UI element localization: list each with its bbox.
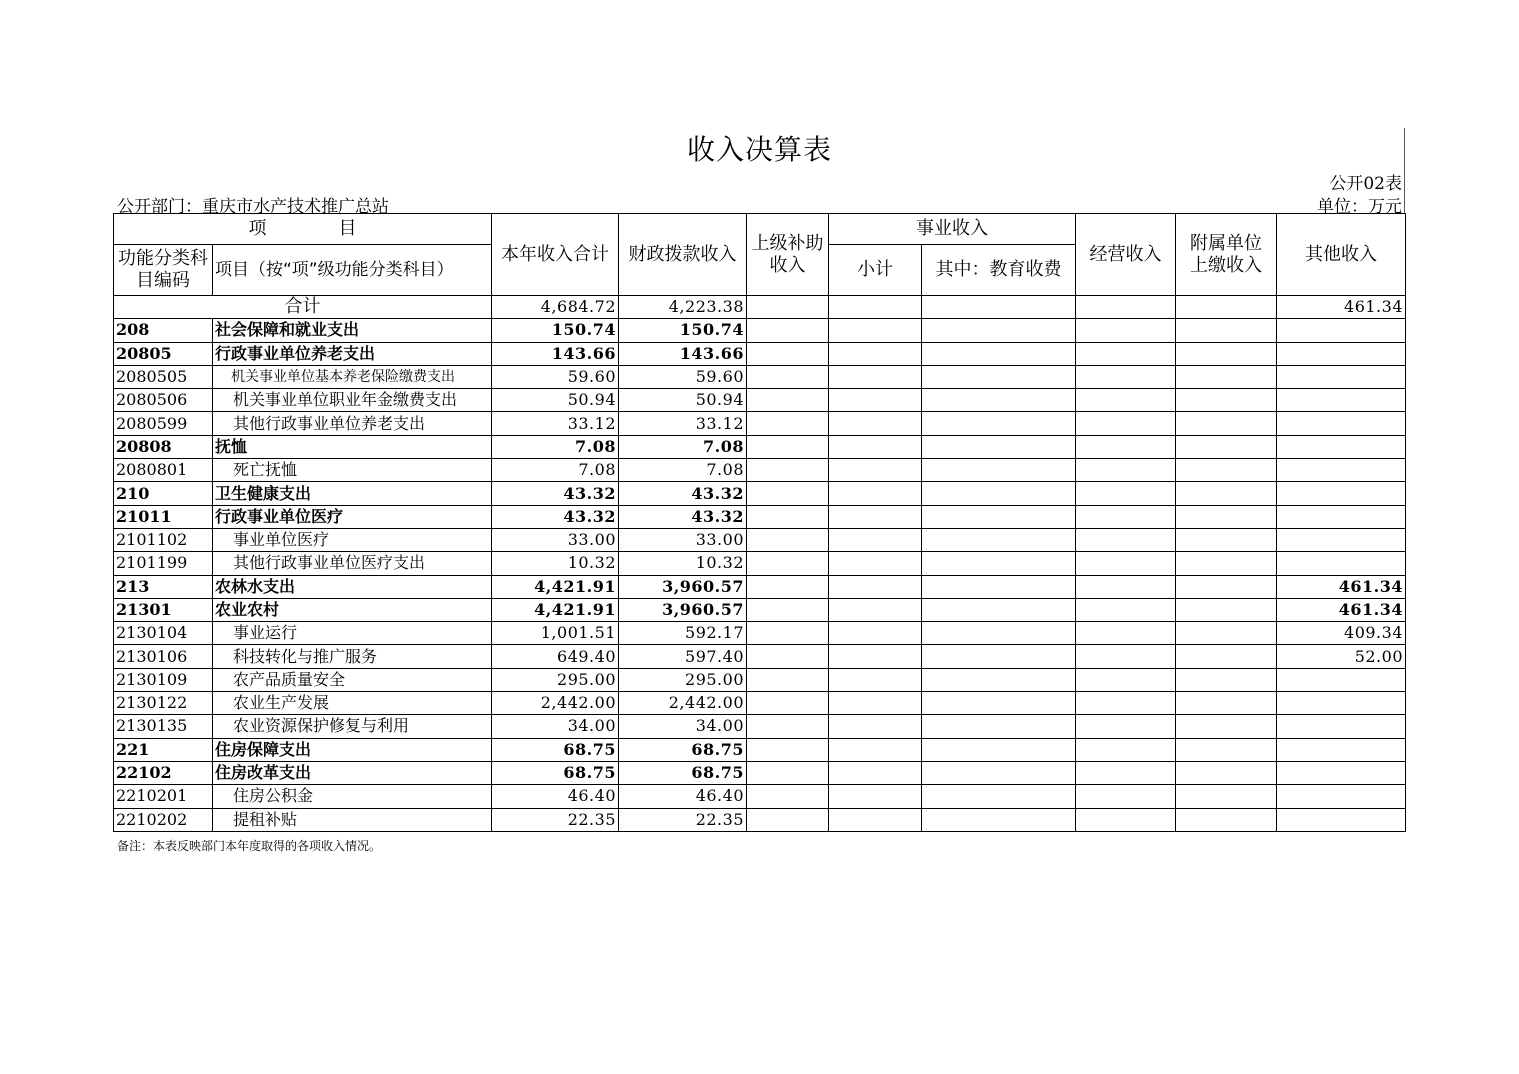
row-operating [1076, 552, 1176, 575]
table-row [114, 668, 1406, 691]
row-business-subtotal [829, 365, 922, 388]
row-code: 21301 [114, 598, 213, 621]
row-name: 死亡抚恤 [213, 459, 492, 482]
row-other [1277, 738, 1406, 761]
row-business-subtotal [829, 645, 922, 668]
row-other [1277, 505, 1406, 528]
row-operating [1076, 785, 1176, 808]
row-superior [747, 552, 829, 575]
total-label: 合计 [114, 296, 492, 319]
row-name: 住房公积金 [213, 785, 492, 808]
row-total-income: 4,421.91 [492, 575, 619, 598]
row-operating [1076, 692, 1176, 715]
row-education [922, 622, 1076, 645]
row-name: 农业资源保护修复与利用 [213, 715, 492, 738]
row-business-subtotal [829, 598, 922, 621]
row-affiliated [1176, 575, 1277, 598]
row-other [1277, 808, 1406, 831]
header-other: 其他收入 [1277, 214, 1406, 296]
row-superior [747, 459, 829, 482]
row-affiliated [1176, 459, 1277, 482]
row-total-income: 4,421.91 [492, 598, 619, 621]
row-education [922, 738, 1076, 761]
row-business-subtotal [829, 738, 922, 761]
row-other [1277, 668, 1406, 691]
row-education [922, 342, 1076, 365]
row-code: 2080801 [114, 459, 213, 482]
row-name: 事业运行 [213, 622, 492, 645]
row-fiscal: 34.00 [619, 715, 747, 738]
row-education [922, 412, 1076, 435]
table-row [114, 482, 1406, 505]
row-total-income: 10.32 [492, 552, 619, 575]
row-total-income: 68.75 [492, 738, 619, 761]
row-operating [1076, 645, 1176, 668]
row-operating [1076, 459, 1176, 482]
row-total-income: 143.66 [492, 342, 619, 365]
table-row [114, 808, 1406, 831]
row-name: 科技转化与推广服务 [213, 645, 492, 668]
header-superior: 上级补助收入 [747, 214, 829, 296]
row-education [922, 552, 1076, 575]
row-name: 农业生产发展 [213, 692, 492, 715]
row-operating [1076, 389, 1176, 412]
header-item-name: 项目（按“项”级功能分类科目） [213, 245, 492, 296]
total-operating-cell [1076, 296, 1176, 319]
row-name: 农产品质量安全 [213, 668, 492, 691]
table-row [114, 435, 1406, 458]
row-business-subtotal [829, 342, 922, 365]
row-affiliated [1176, 319, 1277, 342]
total-fiscal-cell: 4,223.38 [619, 296, 747, 319]
row-fiscal: 597.40 [619, 645, 747, 668]
row-name: 提租补贴 [213, 808, 492, 831]
row-operating [1076, 412, 1176, 435]
row-affiliated [1176, 622, 1277, 645]
table-row [114, 692, 1406, 715]
row-total-income: 33.12 [492, 412, 619, 435]
row-education [922, 389, 1076, 412]
row-superior [747, 505, 829, 528]
row-name: 机关事业单位职业年金缴费支出 [213, 389, 492, 412]
row-operating [1076, 342, 1176, 365]
row-operating [1076, 808, 1176, 831]
row-other [1277, 552, 1406, 575]
row-total-income: 33.00 [492, 528, 619, 551]
table-row [114, 761, 1406, 784]
row-name: 卫生健康支出 [213, 482, 492, 505]
row-code: 2130122 [114, 692, 213, 715]
table-row [114, 412, 1406, 435]
row-total-income: 22.35 [492, 808, 619, 831]
total-subtotal-cell [829, 296, 922, 319]
row-operating [1076, 668, 1176, 691]
row-name: 农业农村 [213, 598, 492, 621]
row-name: 行政事业单位医疗 [213, 505, 492, 528]
row-name: 行政事业单位养老支出 [213, 342, 492, 365]
row-code: 208 [114, 319, 213, 342]
row-education [922, 505, 1076, 528]
row-other: 461.34 [1277, 575, 1406, 598]
row-fiscal: 22.35 [619, 808, 747, 831]
row-other [1277, 342, 1406, 365]
table-row [114, 645, 1406, 668]
row-superior [747, 365, 829, 388]
table-row [114, 552, 1406, 575]
row-fiscal: 50.94 [619, 389, 747, 412]
row-name: 住房保障支出 [213, 738, 492, 761]
row-fiscal: 2,442.00 [619, 692, 747, 715]
row-affiliated [1176, 342, 1277, 365]
table-row [114, 575, 1406, 598]
row-education [922, 645, 1076, 668]
row-fiscal: 10.32 [619, 552, 747, 575]
row-code: 2130106 [114, 645, 213, 668]
total-row [114, 296, 1406, 319]
row-other: 52.00 [1277, 645, 1406, 668]
row-superior [747, 435, 829, 458]
row-affiliated [1176, 692, 1277, 715]
table-row [114, 342, 1406, 365]
table-row [114, 528, 1406, 551]
row-superior [747, 785, 829, 808]
row-operating [1076, 761, 1176, 784]
row-total-income: 46.40 [492, 785, 619, 808]
row-operating [1076, 482, 1176, 505]
row-code: 2210201 [114, 785, 213, 808]
row-fiscal: 143.66 [619, 342, 747, 365]
row-business-subtotal [829, 482, 922, 505]
row-other [1277, 715, 1406, 738]
row-other: 409.34 [1277, 622, 1406, 645]
row-fiscal: 3,960.57 [619, 575, 747, 598]
row-business-subtotal [829, 808, 922, 831]
row-affiliated [1176, 412, 1277, 435]
row-code: 213 [114, 575, 213, 598]
row-total-income: 2,442.00 [492, 692, 619, 715]
row-business-subtotal [829, 389, 922, 412]
table-row [114, 598, 1406, 621]
row-superior [747, 622, 829, 645]
row-superior [747, 692, 829, 715]
footnote: 备注：本表反映部门本年度取得的各项收入情况。 [117, 839, 382, 853]
row-education [922, 319, 1076, 342]
row-fiscal: 68.75 [619, 738, 747, 761]
row-total-income: 59.60 [492, 365, 619, 388]
row-affiliated [1176, 715, 1277, 738]
row-operating [1076, 505, 1176, 528]
row-other [1277, 482, 1406, 505]
table-row [114, 365, 1406, 388]
row-name: 其他行政事业单位养老支出 [213, 412, 492, 435]
row-fiscal: 59.60 [619, 365, 747, 388]
row-name: 住房改革支出 [213, 761, 492, 784]
unit-label: 单位：万元 [1317, 197, 1402, 217]
row-education [922, 692, 1076, 715]
row-operating [1076, 435, 1176, 458]
row-total-income: 50.94 [492, 389, 619, 412]
table-row [114, 319, 1406, 342]
row-total-income: 7.08 [492, 435, 619, 458]
row-business-subtotal [829, 785, 922, 808]
row-name: 社会保障和就业支出 [213, 319, 492, 342]
row-fiscal: 295.00 [619, 668, 747, 691]
row-affiliated [1176, 505, 1277, 528]
row-affiliated [1176, 552, 1277, 575]
row-business-subtotal [829, 528, 922, 551]
row-business-subtotal [829, 715, 922, 738]
row-superior [747, 761, 829, 784]
row-superior [747, 575, 829, 598]
table-row [114, 505, 1406, 528]
row-affiliated [1176, 761, 1277, 784]
row-superior [747, 598, 829, 621]
header-total-income: 本年收入合计 [492, 214, 619, 296]
row-business-subtotal [829, 459, 922, 482]
row-business-subtotal [829, 761, 922, 784]
row-operating [1076, 598, 1176, 621]
row-fiscal: 7.08 [619, 459, 747, 482]
total-other-cell: 461.34 [1277, 296, 1406, 319]
row-business-subtotal [829, 575, 922, 598]
row-affiliated [1176, 598, 1277, 621]
row-business-subtotal [829, 668, 922, 691]
row-name: 其他行政事业单位医疗支出 [213, 552, 492, 575]
row-affiliated [1176, 482, 1277, 505]
row-fiscal: 150.74 [619, 319, 747, 342]
row-total-income: 7.08 [492, 459, 619, 482]
row-code: 22102 [114, 761, 213, 784]
row-business-subtotal [829, 552, 922, 575]
row-affiliated [1176, 785, 1277, 808]
row-education [922, 482, 1076, 505]
row-fiscal: 68.75 [619, 761, 747, 784]
row-other [1277, 365, 1406, 388]
row-affiliated [1176, 668, 1277, 691]
header-subtotal: 小计 [829, 245, 922, 296]
row-superior [747, 319, 829, 342]
row-code: 20808 [114, 435, 213, 458]
row-fiscal: 33.00 [619, 528, 747, 551]
row-operating [1076, 715, 1176, 738]
row-business-subtotal [829, 505, 922, 528]
row-other [1277, 761, 1406, 784]
header-education: 其中：教育收费 [922, 245, 1076, 296]
table-body [114, 296, 1406, 832]
row-name: 事业单位医疗 [213, 528, 492, 551]
row-operating [1076, 575, 1176, 598]
row-code: 2080599 [114, 412, 213, 435]
row-affiliated [1176, 389, 1277, 412]
row-code: 2210202 [114, 808, 213, 831]
row-total-income: 649.40 [492, 645, 619, 668]
row-affiliated [1176, 435, 1277, 458]
row-affiliated [1176, 365, 1277, 388]
header-operating: 经营收入 [1076, 214, 1176, 296]
department-label: 公开部门：重庆市水产技术推广总站 [117, 197, 389, 217]
row-fiscal: 592.17 [619, 622, 747, 645]
row-business-subtotal [829, 622, 922, 645]
row-code: 2080505 [114, 365, 213, 388]
row-superior [747, 738, 829, 761]
row-code: 210 [114, 482, 213, 505]
row-code: 2130109 [114, 668, 213, 691]
row-superior [747, 808, 829, 831]
row-other [1277, 435, 1406, 458]
row-business-subtotal [829, 319, 922, 342]
header-affiliated: 附属单位上缴收入 [1176, 214, 1277, 296]
row-operating [1076, 319, 1176, 342]
row-education [922, 435, 1076, 458]
table-row [114, 389, 1406, 412]
row-operating [1076, 738, 1176, 761]
row-education [922, 785, 1076, 808]
row-superior [747, 645, 829, 668]
row-total-income: 1,001.51 [492, 622, 619, 645]
total-superior-cell [747, 296, 829, 319]
total-affiliated-cell [1176, 296, 1277, 319]
total-income-cell: 4,684.72 [492, 296, 619, 319]
row-operating [1076, 622, 1176, 645]
row-other [1277, 389, 1406, 412]
header-project: 项 目 [114, 214, 492, 245]
row-fiscal: 46.40 [619, 785, 747, 808]
row-superior [747, 715, 829, 738]
row-code: 2101102 [114, 528, 213, 551]
row-superior [747, 528, 829, 551]
row-code: 21011 [114, 505, 213, 528]
row-fiscal: 43.32 [619, 505, 747, 528]
row-affiliated [1176, 738, 1277, 761]
total-education-cell [922, 296, 1076, 319]
page-title: 收入决算表 [686, 133, 832, 166]
row-name: 机关事业单位基本养老保险缴费支出 [213, 365, 492, 388]
row-name: 农林水支出 [213, 575, 492, 598]
row-education [922, 598, 1076, 621]
row-total-income: 295.00 [492, 668, 619, 691]
row-code: 2101199 [114, 552, 213, 575]
row-other [1277, 785, 1406, 808]
row-superior [747, 412, 829, 435]
table-number: 公开02表 [1329, 174, 1402, 194]
row-operating [1076, 528, 1176, 551]
row-superior [747, 389, 829, 412]
row-business-subtotal [829, 412, 922, 435]
row-business-subtotal [829, 692, 922, 715]
row-superior [747, 482, 829, 505]
row-code: 20805 [114, 342, 213, 365]
row-affiliated [1176, 808, 1277, 831]
row-superior [747, 342, 829, 365]
row-total-income: 68.75 [492, 761, 619, 784]
row-other [1277, 459, 1406, 482]
row-affiliated [1176, 645, 1277, 668]
row-education [922, 668, 1076, 691]
row-other: 461.34 [1277, 598, 1406, 621]
row-total-income: 43.32 [492, 505, 619, 528]
row-name: 抚恤 [213, 435, 492, 458]
table-row [114, 738, 1406, 761]
row-education [922, 715, 1076, 738]
income-table [113, 213, 1406, 832]
row-total-income: 150.74 [492, 319, 619, 342]
row-code: 2130104 [114, 622, 213, 645]
row-education [922, 761, 1076, 784]
row-superior [747, 668, 829, 691]
sheet-edge-divider [1404, 128, 1405, 214]
table-row [114, 459, 1406, 482]
table-row [114, 785, 1406, 808]
row-total-income: 34.00 [492, 715, 619, 738]
row-other [1277, 692, 1406, 715]
header-func-code: 功能分类科目编码 [114, 245, 213, 296]
row-operating [1076, 365, 1176, 388]
row-education [922, 575, 1076, 598]
row-total-income: 43.32 [492, 482, 619, 505]
row-education [922, 365, 1076, 388]
row-education [922, 528, 1076, 551]
row-fiscal: 33.12 [619, 412, 747, 435]
table-row [114, 622, 1406, 645]
row-other [1277, 528, 1406, 551]
row-education [922, 459, 1076, 482]
row-business-subtotal [829, 435, 922, 458]
table-header [114, 214, 1406, 296]
row-code: 221 [114, 738, 213, 761]
header-business: 事业收入 [829, 214, 1076, 245]
row-code: 2130135 [114, 715, 213, 738]
row-education [922, 808, 1076, 831]
row-other [1277, 319, 1406, 342]
row-code: 2080506 [114, 389, 213, 412]
row-fiscal: 7.08 [619, 435, 747, 458]
table-row [114, 715, 1406, 738]
row-other [1277, 412, 1406, 435]
row-fiscal: 43.32 [619, 482, 747, 505]
header-fiscal: 财政拨款收入 [619, 214, 747, 296]
row-affiliated [1176, 528, 1277, 551]
row-fiscal: 3,960.57 [619, 598, 747, 621]
